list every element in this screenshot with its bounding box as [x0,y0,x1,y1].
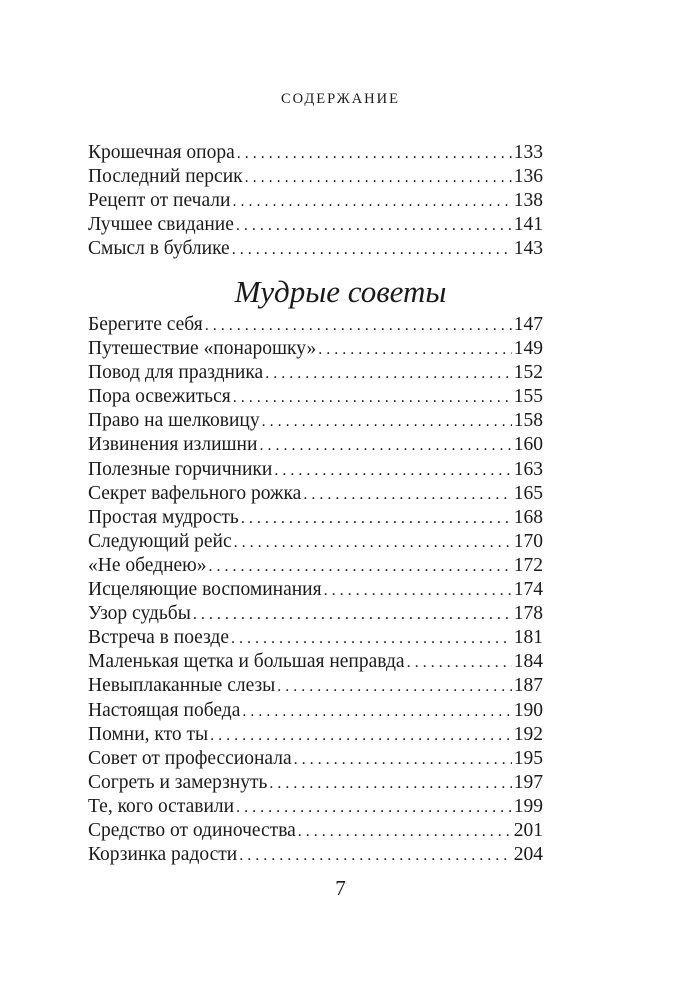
dot-leader [236,796,512,820]
toc-entry-title: Повод для праздника [88,362,264,384]
toc-entry-page: 192 [513,723,543,745]
toc-entry-title: Крошечная опора [88,142,235,163]
toc-entry [88,747,543,771]
toc-entry [88,650,543,674]
dot-leader [193,603,512,627]
dot-leader [231,627,512,651]
toc-entry-page: 143 [513,238,543,260]
toc-entry [88,213,543,237]
toc-entry-page: 138 [513,190,543,212]
toc-entry-title: Встреча в поезде [88,627,230,649]
toc-entry [88,189,543,213]
dot-leader [234,531,512,555]
toc-entry [88,409,543,433]
dot-leader [294,748,512,772]
toc-entry-page: 204 [513,844,543,866]
dot-leader [298,820,512,844]
toc-entry [88,433,543,457]
toc-entry-title: Невыплаканные слезы [88,675,276,697]
toc-entry-page: 160 [513,434,543,456]
toc-entry-page: 199 [513,795,543,817]
toc-entry [88,723,543,747]
toc-entry [88,699,543,723]
toc-entry-page: 155 [513,386,543,408]
toc-entry [88,482,543,506]
toc-entry-title: Маленькая щетка и большая неправда [88,651,405,673]
toc-entry [88,458,543,482]
toc-entry-title: Берегите себя [88,314,203,335]
toc-entry-page: 149 [513,338,543,360]
toc-entry-title: Последний персик [88,166,243,188]
dot-leader [236,214,512,238]
dot-leader [209,555,512,579]
toc-entry [88,506,543,530]
toc-entry [88,771,543,795]
dot-leader [265,362,512,386]
toc-entry-page: 165 [513,482,543,504]
dot-leader [274,459,511,483]
toc-entry-page: 136 [513,166,543,188]
toc-entry [88,530,543,554]
dot-leader [245,166,512,190]
dot-leader [232,190,511,214]
toc-entry-page: 158 [513,410,543,432]
toc-entry [88,674,543,698]
toc-entry [88,165,543,189]
toc-entry-title: Помни, кто ты [88,723,209,745]
toc-entry [88,843,543,867]
page-number: 7 [335,876,346,900]
dot-leader [303,483,511,507]
toc-entry-title: Согреть и замерзнуть [88,771,268,793]
toc-entry-title: Средство от одиночества [88,819,296,841]
toc-entry [88,237,543,261]
section-heading: Мудрые советы [234,274,447,309]
dot-leader [241,507,512,531]
toc-entry-title: Те, кого оставили [88,795,235,817]
dot-leader [269,772,511,796]
toc-entry-page: 190 [513,699,543,721]
dot-leader [259,434,511,458]
dot-leader [237,142,512,166]
toc-entry-title: Исцеляющие воспоминания [88,579,322,601]
toc-entry [88,602,543,626]
dot-leader [239,844,512,868]
toc-entry-title: Рецепт от печали [88,190,231,212]
toc-entry-page: 178 [513,603,543,625]
toc-entry-title: Извинения излишни [88,434,258,456]
toc-entry [88,626,543,650]
dot-leader [233,386,512,410]
toc-entry-page: 170 [513,530,543,552]
dot-leader [277,675,511,699]
toc-entry-title: Совет от профессионала [88,747,292,769]
toc-entry-title: Следующий рейс [88,530,232,552]
toc-entry-title: Пора освежиться [88,386,231,408]
toc-entry-page: 147 [513,314,543,335]
toc-entry-title: Корзинка радости [88,844,238,866]
toc-entry-title: «Не обеднею» [88,554,207,576]
dot-leader [242,700,511,724]
toc-entry-title: Лучшее свидание [88,214,234,236]
toc-entry-title: Простая мудрость [88,506,239,528]
toc-entry [88,337,543,361]
toc-entry-page: 181 [513,627,543,649]
dot-leader [262,410,512,434]
toc-entry [88,361,543,385]
running-head: СОДЕРЖАНИЕ [281,91,400,107]
toc-entry [88,554,543,578]
toc-entry [88,141,543,165]
toc-entry-title: Путешествие «понарошку» [88,338,317,360]
toc-entry-page: 174 [513,579,543,601]
toc-entry [88,578,543,602]
toc-entry [88,313,543,337]
dot-leader [205,314,512,338]
dot-leader [407,651,512,675]
toc-entry-page: 184 [513,651,543,673]
toc-entry-page: 168 [513,506,543,528]
toc-entry [88,385,543,409]
toc-list-top [88,141,543,261]
dot-leader [232,238,512,262]
toc-entry-page: 163 [513,458,543,480]
toc-entry-title: Узор судьбы [88,603,191,625]
toc-entry-page: 187 [513,675,543,697]
dot-leader [318,338,512,362]
toc-entry [88,795,543,819]
toc-entry-title: Настоящая победа [88,699,241,721]
toc-entry-page: 133 [513,142,543,163]
toc-entry-page: 172 [513,554,543,576]
toc-entry-title: Право на шелковицу [88,410,260,432]
toc-list-section [88,313,543,867]
toc-entry-title: Полезные горчичники [88,458,273,480]
toc-entry-page: 201 [513,819,543,841]
dot-leader [324,579,512,603]
toc-entry-page: 197 [513,771,543,793]
toc-entry-title: Секрет вафельного рожка [88,482,302,504]
toc-entry-title: Смысл в бублике [88,238,230,260]
toc-entry [88,819,543,843]
dot-leader [210,724,512,748]
toc-entry-page: 141 [513,214,543,236]
toc-entry-page: 152 [513,362,543,384]
toc-entry-page: 195 [513,747,543,769]
